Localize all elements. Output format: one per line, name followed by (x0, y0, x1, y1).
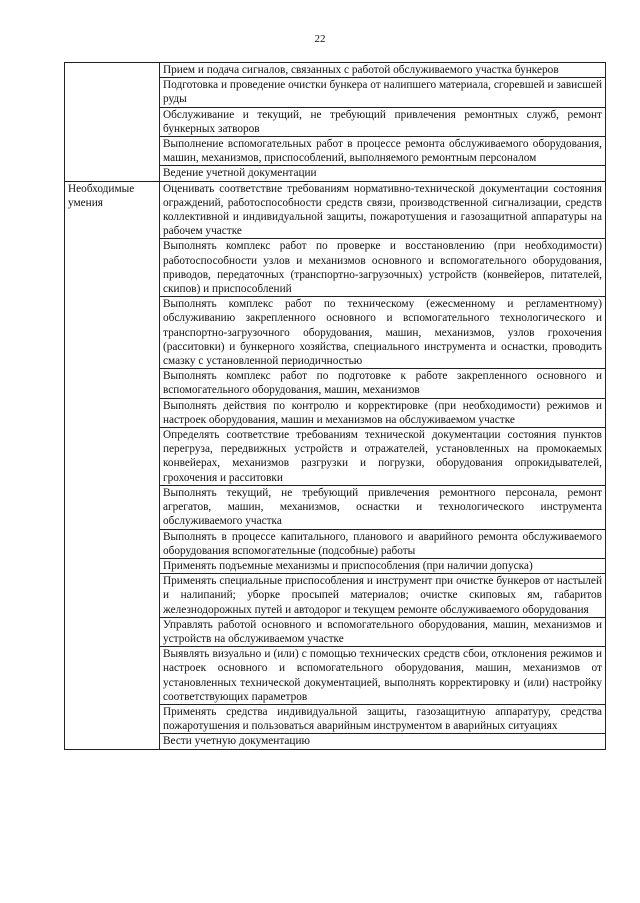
page-number: 22 (314, 33, 326, 45)
requirements-table (64, 62, 606, 750)
requirement-text: Прием и подача сигналов, связанных с работой обслуживаемого участка бункеров (160, 63, 606, 78)
requirement-text: Применять подъемные механизмы и приспособления (при наличии допуска) (160, 558, 606, 573)
requirement-text: Применять средства индивидуальной защиты, газозащитную аппаратуру, средства пожаротушения и пользоваться аварийным инструментом в аварийных ситуациях (160, 704, 606, 733)
requirement-text: Обслуживание и текущий, не требующий привлечения ремонтных служб, ремонт бункерных затворов (160, 107, 606, 136)
requirement-text: Выполнять комплекс работ по техническому (ежесменному и регламентному) обслуживанию закрепленного основного и вспомогательного технологического и транспортно-загрузочного оборудования, машин, механизмов, узлов грохочения (расситовки) и бункерного хозяйства, специального инструмента и оснастки, проводить смазку с установленной периодичностью (160, 297, 606, 369)
requirement-text: Подготовка и проведение очистки бункера от налипшего материала, сгоревшей и зависшей руды (160, 78, 606, 107)
requirement-text: Выполнять комплекс работ по подготовке к работе закрепленного основного и вспомогательного оборудования, машин, механизмов (160, 369, 606, 398)
section-label (65, 63, 160, 182)
section-label: Необходимые умения (65, 181, 160, 749)
requirement-text: Вести учетную документацию (160, 734, 606, 749)
requirement-text: Оценивать соответствие требованиям нормативно-технической документации состояния ограждений, работоспособности средств связи, производственной сигнализации, средств коллективной и индивидуальной защиты, пожаротушения и газозащитной аппаратуры на рабочем участке (160, 181, 606, 239)
table-body (65, 63, 606, 750)
table-row (65, 181, 606, 239)
requirement-text: Управлять работой основного и вспомогательного оборудования, машин, механизмов и устройств на обслуживаемом участке (160, 617, 606, 646)
requirement-text: Применять специальные приспособления и инструмент при очистке бункеров от настылей и налипаний; уборке просыпей материалов; очистке скиповых ям, габаритов железнодорожных путей и автодорог и текущем ремонте обслуживаемого оборудования (160, 574, 606, 618)
requirement-text: Выполнять текущий, не требующий привлечения ремонтного персонала, ремонт агрегатов, машин, механизмов, оснастки и технологического инструмента обслуживаемого участка (160, 485, 606, 529)
requirement-text: Определять соответствие требованиям технической документации состояния пунктов перегруза, передвижных устройств и отражателей, установленных на промокаемых конвейерах, механизмов разгрузки и погрузки, оборудования опрокидывателей, грохочения и расситовки (160, 428, 606, 486)
requirement-text: Выполнять действия по контролю и корректировке (при необходимости) режимов и настроек оборудования, машин и механизмов на обслуживаемом участке (160, 398, 606, 427)
requirement-text: Выполнение вспомогательных работ в процессе ремонта обслуживаемого оборудования, машин, механизмов, приспособлений, выполняемого ремонтным персоналом (160, 137, 606, 166)
requirement-text: Выполнять в процессе капитального, планового и аварийного ремонта обслуживаемого оборудования вспомогательные (подсобные) работы (160, 529, 606, 558)
requirement-text: Ведение учетной документации (160, 166, 606, 181)
requirement-text: Выполнять комплекс работ по проверке и восстановлению (при необходимости) работоспособности узлов и механизмов основного и вспомогательного оборудования, приводов, передаточных (транспортно-загрузочных) устройств (конвейеров, питателей, скипов) и приспособлений (160, 239, 606, 297)
requirement-text: Выявлять визуально и (или) с помощью технических средств сбои, отклонения режимов и настроек основного и вспомогательного оборудования, машин, механизмов от установленных технической документацией, выполнять корректировку и (или) настройку соответствующих параметров (160, 647, 606, 705)
table-row (65, 63, 606, 78)
